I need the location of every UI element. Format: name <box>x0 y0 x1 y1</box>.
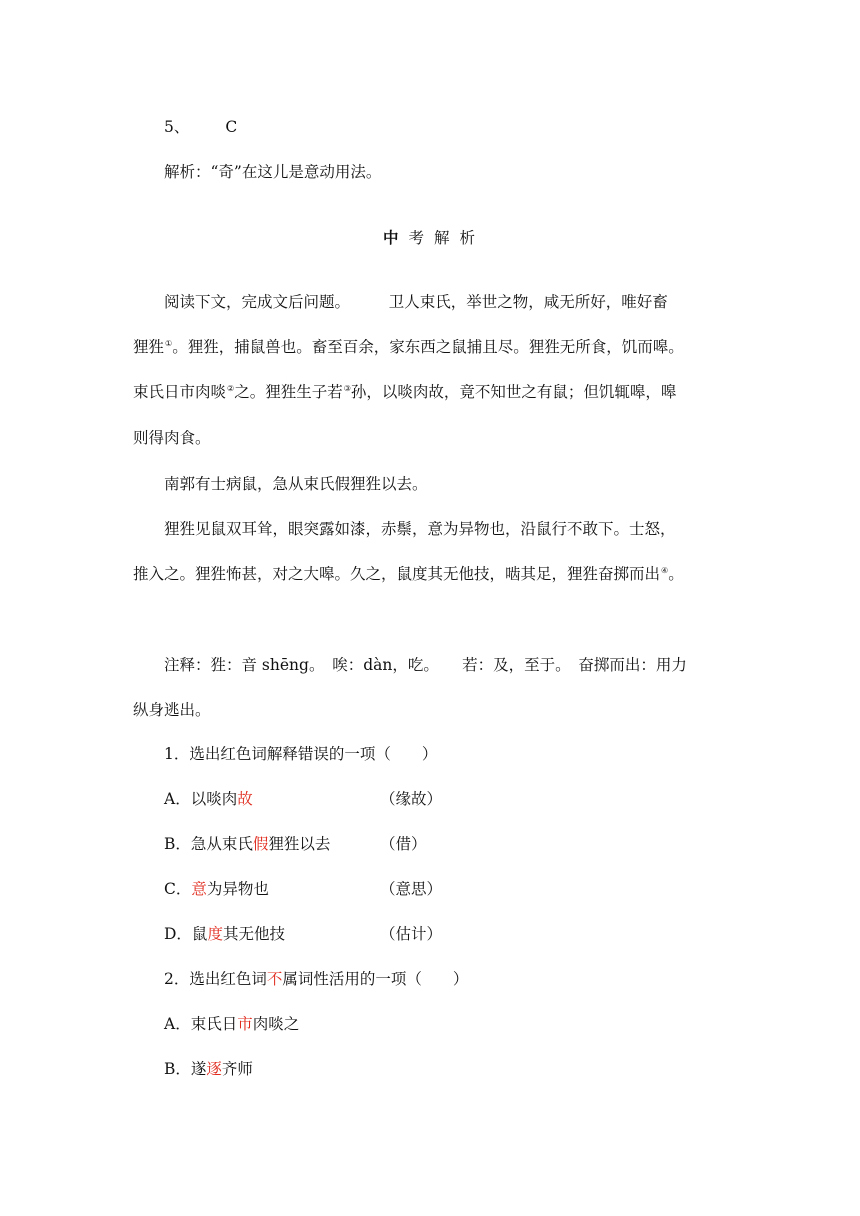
q2-option-b: B．遂逐齐师 <box>164 1060 253 1078</box>
section-title: 中考解析 <box>383 228 486 247</box>
footnote-marker-1: ① <box>165 339 173 348</box>
q1-option-c-gloss: （意思） <box>380 880 443 898</box>
footnote-marker-2: ② <box>227 384 235 393</box>
footnote-marker-4: ④ <box>661 566 669 575</box>
passage-paragraph-3-line-2: 推入之。狸狌怖甚，对之大嗥。久之，鼠度其无他技，啮其足，狸狌奋掷而出④。 <box>133 565 684 583</box>
prev-answer <box>164 116 237 138</box>
question-2-stem: 2．选出红色词不属词性活用的一项（ ） <box>164 970 469 988</box>
q2-option-a: A．束氏日市肉啖之 <box>164 1015 300 1033</box>
passage-paragraph-3-line-1: 狸狌见鼠双耳耸，眼突露如漆，赤鬃，意为异物也，沿鼠行不敢下。士怒， <box>164 520 676 538</box>
prev-answer-number: 5、 <box>164 118 190 136</box>
q1-option-d: D．鼠度其无他技 <box>164 925 285 943</box>
q1-option-a-gloss: （缘故） <box>380 790 443 808</box>
passage-line-4: 则得肉食。 <box>133 429 211 447</box>
q1-option-a: A．以啖肉故 <box>164 790 253 808</box>
passage-line-2: 狸狌①。狸狌，捕鼠兽也。畜至百余，家东西之鼠捕且尽。狸狌无所食，饥而嗥。 <box>133 338 684 356</box>
footnote-marker-3: ③ <box>343 384 351 393</box>
q1-option-d-gloss: （估计） <box>380 925 443 943</box>
prev-answer-choice: C <box>225 118 238 136</box>
q1-option-c: C．意为异物也 <box>164 880 269 898</box>
passage-line-1: 阅读下文，完成文后问题。 卫人束氏，举世之物，咸无所好，唯好畜 <box>164 293 668 311</box>
passage-paragraph-2: 南郭有士病鼠，急从束氏假狸狌以去。 <box>164 475 428 493</box>
q1-option-b: B．急从束氏假狸狌以去 <box>164 835 331 853</box>
passage-line-3: 束氏日市肉啖②之。狸狌生子若③孙，以啖肉故，竟不知世之有鼠；但饥辄嗥，嗥 <box>133 383 677 401</box>
notes-line-2: 纵身逃出。 <box>133 701 211 719</box>
notes-line-1: 注释：狌：音 shēng。 唉：dàn，吃。 若：及，至于。 奋掷而出：用力 <box>164 656 687 674</box>
prev-analysis: 解析：“奇”在这儿是意动用法。 <box>164 163 382 181</box>
question-1-stem: 1．选出红色词解释错误的一项（ ） <box>164 745 438 763</box>
q1-option-b-gloss: （借） <box>380 835 427 853</box>
